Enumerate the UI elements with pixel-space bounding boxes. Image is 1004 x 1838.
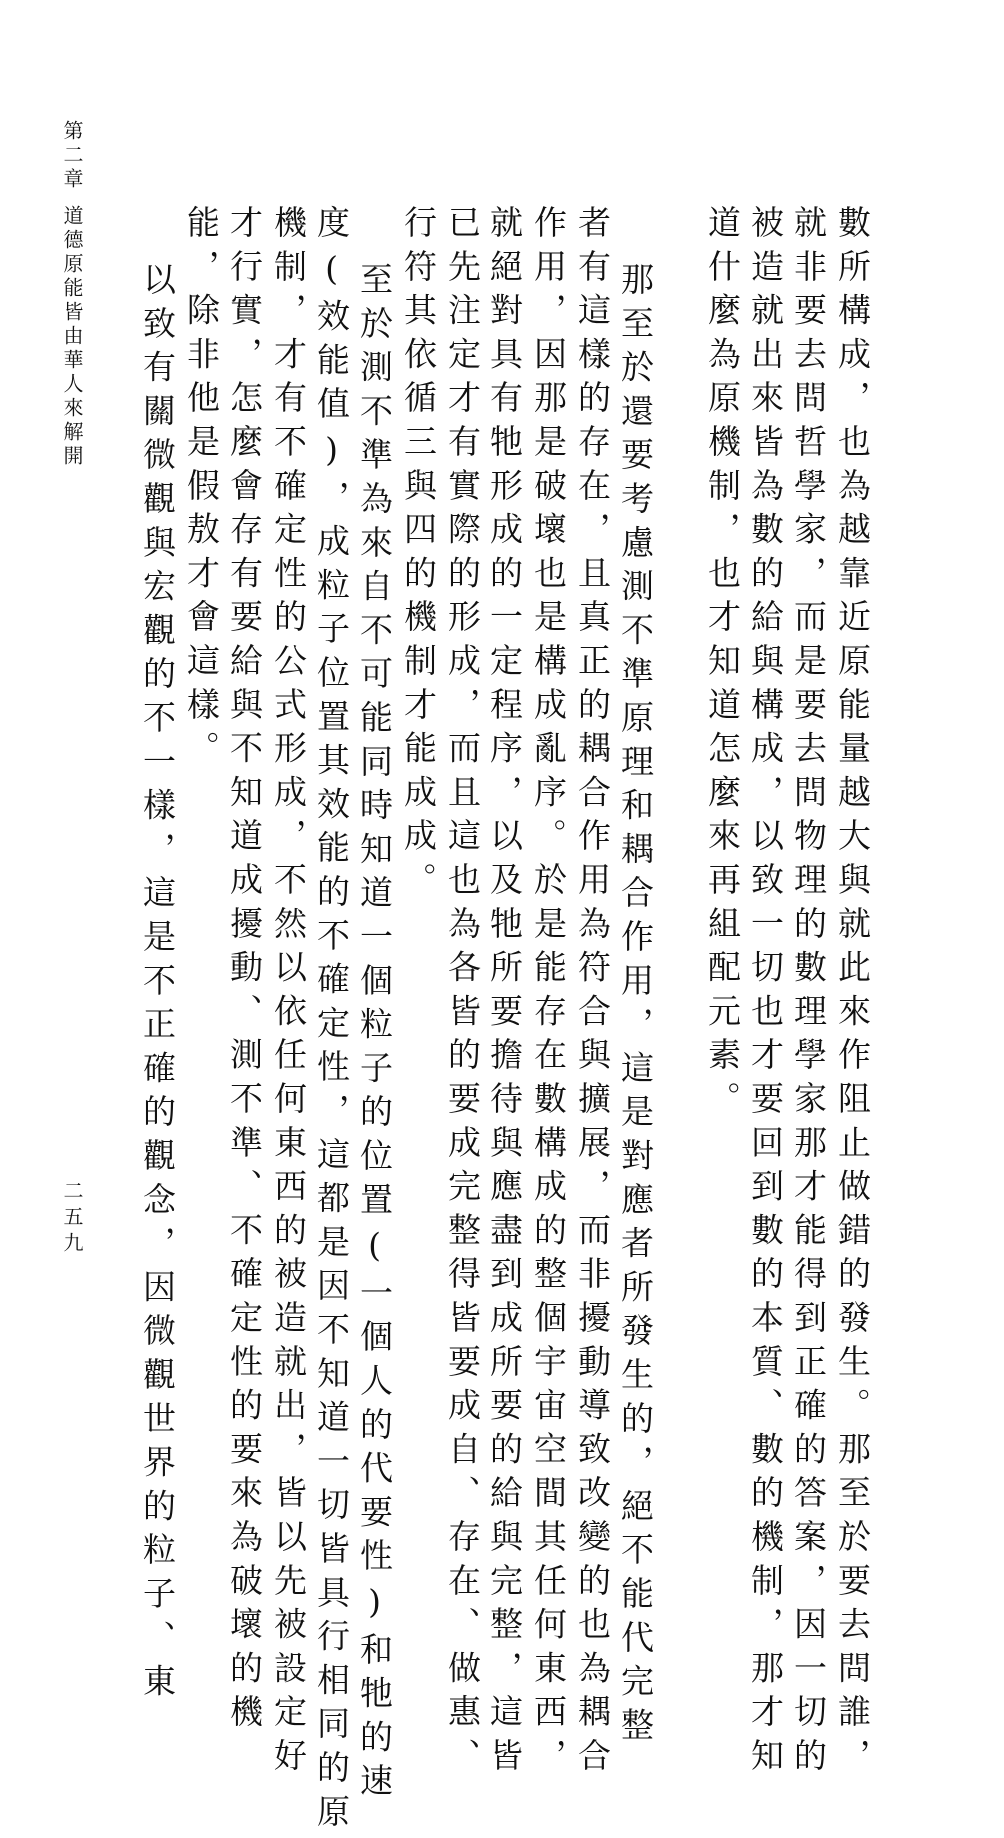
body-line-9: 就絕對具有牠形成的一定程序，以及牠所要擔待與應盡到成所要的給與完整，這皆 [485,205,524,1782]
body-line-10: 已先注定才有實際的形成，而且這也為各皆的要成完整得皆要成自、存在、做惠、 [443,205,482,1782]
body-line-3: 被造就出來皆為數的給與構成，以致一切也才要回到數的本質、數的機制，那才知 [746,205,785,1782]
body-line-2: 就非要去問哲學家，而是要去問物理的數理學家那才能得到正確的答案，因一切的 [789,205,828,1782]
body-line-11: 行符其依循三與四的機制才能成成。 [399,205,438,906]
body-line-12: 至於測不準為來自不可能同時知道一個粒子的位置(一個人的代要性)和牠的速 [355,262,394,1807]
running-header-title: 道德原能皆由華人來解開 [60,205,84,469]
body-line-8: 作用，因那是破壞也是構成亂序。於是能存在數構成的整個宇宙空間其任何東西， [529,205,568,1782]
body-line-1: 數所構成，也為越靠近原能量越大與就此來作阻止做錯的發生。那至於要去問誰， [833,205,872,1782]
running-header-chapter: 第二章 [60,120,84,192]
body-line-7: 者有這樣的存在，且真正的耦合作用為符合與擴展，而非擾動導致改變的也為耦合 [573,205,612,1782]
body-line-14: 機制，才有不確定性的公式形成，不然以依任何東西的被造就出，皆以先被設定好 [269,205,308,1782]
body-line-6: 那至於還要考慮測不準原理和耦合作用，這是對應者所發生的，絕不能代完整 [616,262,655,1752]
body-line-16: 能，除非他是假敖才會這樣。 [182,205,221,775]
body-line-15: 才行實，怎麼會存有要給與不知道成擾動、測不準、不確定性的要來為破壞的機 [225,205,264,1738]
body-line-4: 道什麼為原機制，也才知道怎麼來再組配元素。 [703,205,742,1125]
body-line-17: 以致有關微觀與宏觀的不一樣，這是不正確的觀念，因微觀世界的粒子、東 [138,262,177,1708]
page-number: 二五九 [60,1180,84,1258]
body-line-13: 度(效能值)，成粒子位置其效能的不確定性，這都是因不知道一切皆具行相同的原 [312,205,351,1838]
